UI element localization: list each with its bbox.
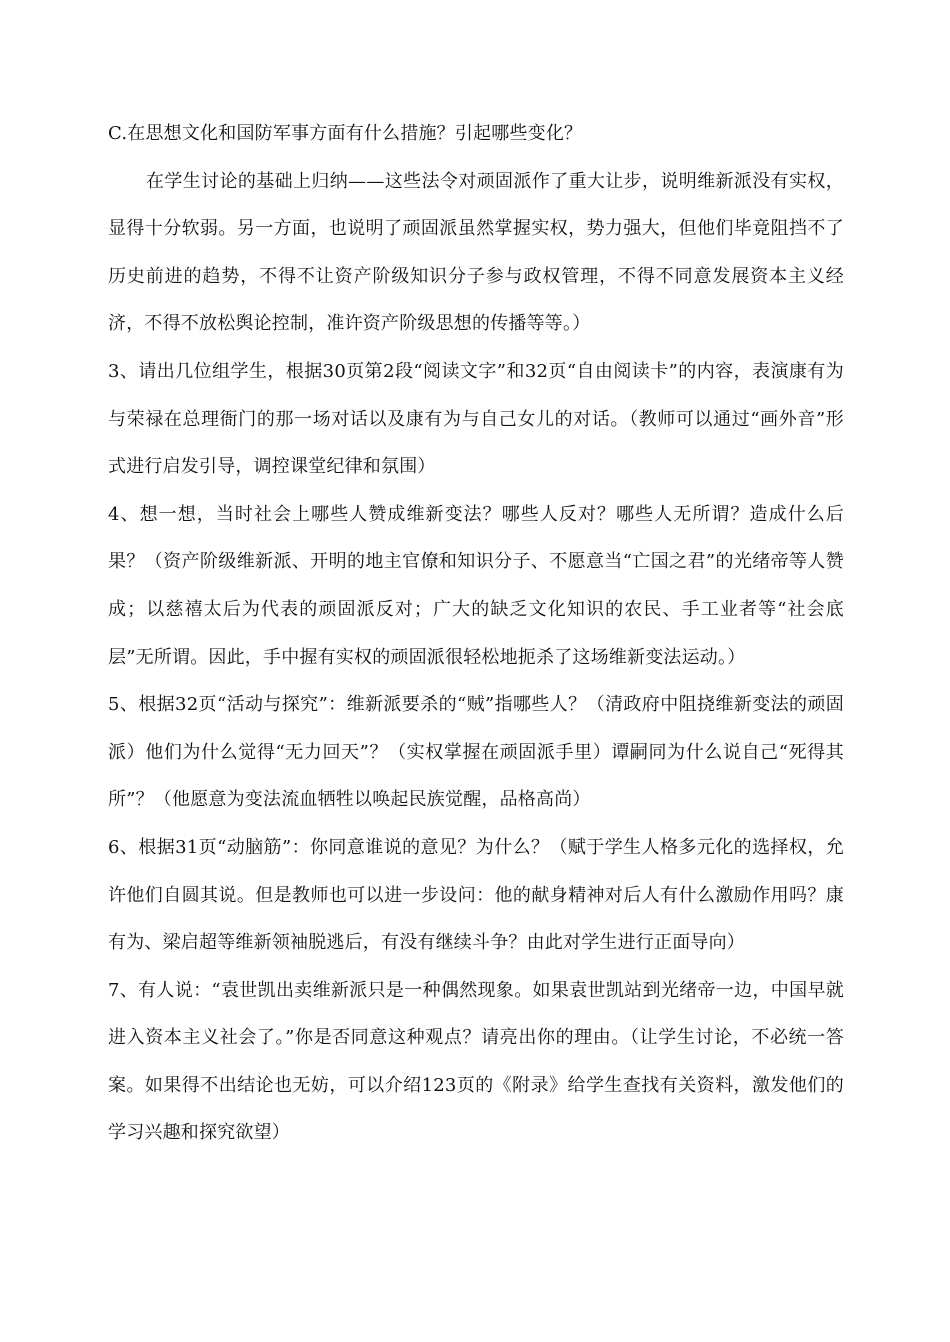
document-body (108, 110, 844, 1157)
paragraph-question-7: 7、有人说：“袁世凯出卖维新派只是一种偶然现象。如果袁世凯站到光绪帝一边，中国早就进入资本主义社会了。”你是否同意这种观点？请亮出你的理由。（让学生讨论，不必统一答案。如果得不出结论也无妨，可以介绍123页的《附录》给学生查找有关资料，激发他们的学习兴趣和探究欲望） (108, 979, 844, 1144)
paragraph-question-5: 5、根据32页“活动与探究”：维新派要杀的“贼”指哪些人？（清政府中阻挠维新变法的顽固派）他们为什么觉得“无力回天”？（实权掌握在顽固派手里）谭嗣同为什么说自己“死得其所”？（他愿意为变法流血牺牲以唤起民族觉醒，品格高尚） (108, 694, 844, 811)
paragraph-question-6: 6、根据31页“动脑筋”：你同意谁说的意见？为什么？（赋于学生人格多元化的选择权，允许他们自圆其说。但是教师也可以进一步设问：他的献身精神对后人有什么激励作用吗？康有为、梁启超等维新领袖脱逃后，有没有继续斗争？由此对学生进行正面导向） (108, 836, 844, 954)
paragraph-question-3: 3、请出几位组学生，根据30页第2段“阅读文字”和32页“自由阅读卡”的内容，表演康有为与荣禄在总理衙门的那一场对话以及康有为与自己女儿的对话。（教师可以通过“画外音”形式进行启发引导，调控课堂纪律和氛围） (108, 360, 844, 478)
paragraph-question-4: 4、想一想，当时社会上哪些人赞成维新变法？哪些人反对？哪些人无所谓？造成什么后果？（资产阶级维新派、开明的地主官僚和知识分子、不愿意当“亡国之君”的光绪帝等人赞成；以慈禧太后为代表的顽固派反对；广大的缺乏文化知识的农民、手工业者等“社会底层”无所谓。因此，手中握有实权的顽固派很轻松地扼杀了这场维新变法运动。） (108, 503, 844, 668)
paragraph-c-measures: C.在思想文化和国防军事方面有什么措施？引起哪些变化？ (108, 123, 583, 144)
paragraph-summary: 在学生讨论的基础上归纳——这些法令对顽固派作了重大让步，说明维新派没有实权，显得十分软弱。另一方面，也说明了顽固派虽然掌握实权，势力强大，但他们毕竟阻挡不了历史前进的趋势，不得不让资产阶级知识分子参与政权管理，不得不同意发展资本主义经济，不得不放松舆论控制，准许资产阶级思想的传播等等。） (108, 170, 844, 335)
